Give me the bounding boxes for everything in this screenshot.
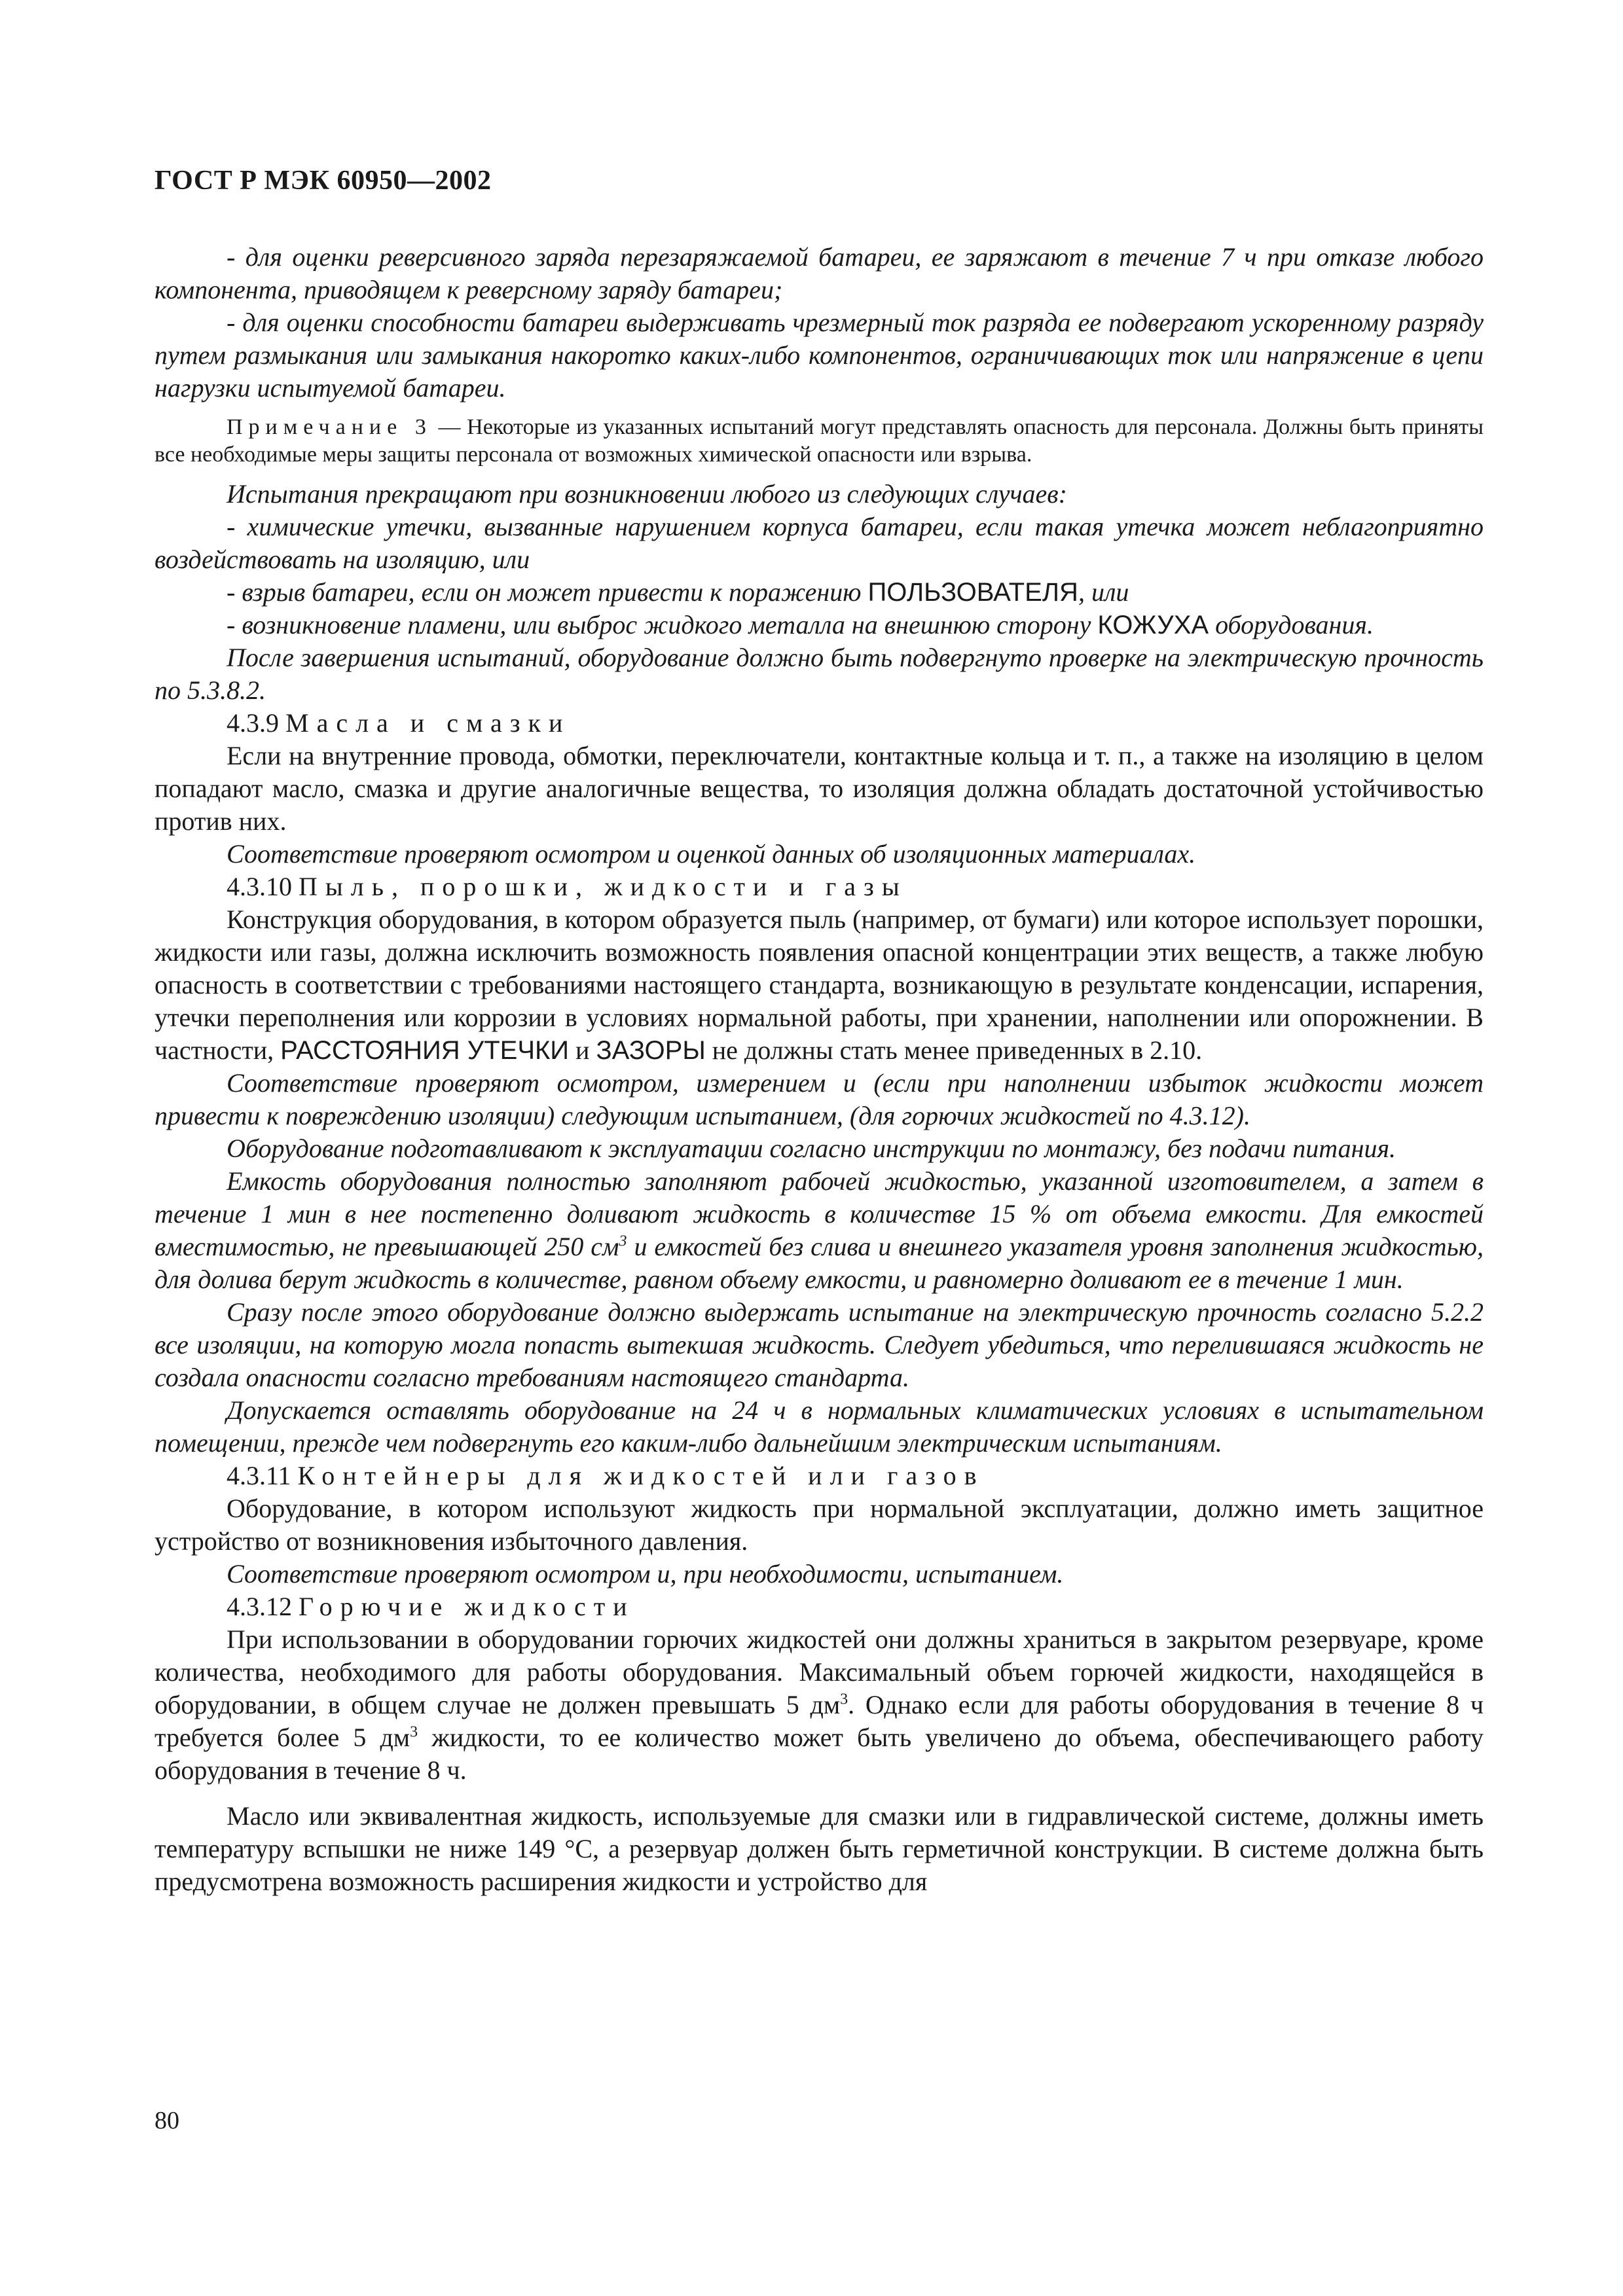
text-fragment: . Однако если для работы оборудования в течение 8 ч требуется более 5 дм bbox=[155, 1690, 1484, 1752]
paragraph-oil-flash-point: Масло или эквивалентная жидкость, используемые для смазки или в гидравлической системе, должны иметь температуру вспышки не ниже 149 °С, а резервуар должен быть герметичной конструкции. В системе должна быть предусмотрена возможность расширения жидкости и устройство для bbox=[155, 1801, 1484, 1896]
section-title: Пыль, порошки, жидкости и газы bbox=[299, 872, 907, 901]
text-fragment: - взрыв батареи, если он может привести к поражению bbox=[227, 577, 868, 607]
section-title: Масла и смазки bbox=[285, 708, 571, 738]
paragraph-after-tests: После завершения испытаний, оборудование должно быть подвергнуто проверке на электрическую прочность по 5.3.8.2. bbox=[155, 643, 1484, 705]
paragraph-containers-check: Соответствие проверяют осмотром и, при необходимости, испытанием. bbox=[227, 1559, 1064, 1588]
term-enclosure: КОЖУХА bbox=[1097, 611, 1209, 639]
paragraph-dust-allow: Допускается оставлять оборудование на 24 ч в нормальных климатических условиях в испытательном помещении, прежде чем подвергнуть его каким-либо дальнейшим электрическим испытаниям. bbox=[155, 1395, 1484, 1458]
text-fragment: и емкостей без слива и внешнего указателя уровня заполнения жидкостью, для долива берут жидкость в количестве, равном объему емкости, и равномерно доливают ее в течение 1 мин. bbox=[155, 1232, 1484, 1294]
paragraph-dust-prep: Оборудование подготавливают к эксплуатации согласно инструкции по монтажу, без подачи питания. bbox=[227, 1134, 1396, 1163]
section-number: 4.3.12 bbox=[227, 1592, 299, 1621]
paragraph-oils-check: Соответствие проверяют осмотром и оценкой данных об изоляционных материалах. bbox=[227, 839, 1196, 869]
term-creepage: РАССТОЯНИЯ УТЕЧКИ bbox=[280, 1036, 570, 1065]
list-item-flame bbox=[155, 609, 1484, 641]
section-heading-4-3-11 bbox=[155, 1460, 1484, 1492]
term-clearances: ЗАЗОРЫ bbox=[596, 1036, 706, 1065]
text-fragment: При использовании в оборудовании горючих жидкостей они должны храниться в закрытом резервуаре, кроме количества, необходимого для работы оборудования. Максимальный объем горючей жидкости, находящейся в оборудовании, в общем случае не должен превышать 5 дм bbox=[155, 1624, 1484, 1719]
document-header: ГОСТ Р МЭК 60950—2002 bbox=[155, 166, 492, 196]
text-fragment: не должны стать менее приведенных в 2.10. bbox=[705, 1035, 1203, 1065]
term-user: ПОЛЬЗОВАТЕЛЯ bbox=[867, 578, 1078, 607]
note-3 bbox=[155, 414, 1484, 469]
superscript: 3 bbox=[840, 1691, 848, 1708]
paragraph-dust-after: Сразу после этого оборудование должно выдержать испытание на электрическую прочность согласно 5.2.2 все изоляции, на которую могла попасть вытекшая жидкость. Следует убедиться, что перелившаяся жидкость не создала опасности согласно требованиям настоящего стандарта. bbox=[155, 1297, 1484, 1392]
text-fragment: оборудования. bbox=[1209, 610, 1374, 639]
document-body bbox=[155, 241, 1484, 1898]
paragraph-dust bbox=[155, 903, 1484, 1067]
section-title: Горючие жидкости bbox=[299, 1592, 635, 1621]
paragraph-dust-fill bbox=[155, 1165, 1484, 1296]
list-item-explosion bbox=[155, 576, 1484, 609]
section-heading-4-3-9 bbox=[155, 707, 1484, 740]
superscript: 3 bbox=[619, 1232, 627, 1250]
paragraph-dust-check: Соответствие проверяют осмотром, измерением и (если при наполнении избыток жидкости может привести к повреждению изоляции) следующим испытанием, (для горючих жидкостей по 4.3.12). bbox=[155, 1068, 1484, 1130]
text-fragment: жидкости, то ее количество может быть увеличено до объема, обеспечивающего работу оборудования в течение 8 ч. bbox=[155, 1723, 1484, 1785]
text-fragment: и bbox=[569, 1035, 596, 1065]
paragraph-oils: Если на внутренние провода, обмотки, переключатели, контактные кольца и т. п., а также на изоляцию в целом попадают масло, смазка и другие аналогичные вещества, то изоляция должна обладать достаточной устойчивостью против них. bbox=[155, 741, 1484, 836]
section-number: 4.3.10 bbox=[227, 872, 299, 901]
text-fragment: , или bbox=[1078, 577, 1129, 607]
list-item-chemical-leak: - химические утечки, вызванные нарушением корпуса батареи, если такая утечка может неблагоприятно воздействовать на изоляцию, или bbox=[155, 512, 1484, 574]
section-heading-4-3-12 bbox=[155, 1590, 1484, 1623]
paragraph-stop-intro: Испытания прекращают при возникновении любого из следующих случаев: bbox=[227, 479, 1067, 509]
text-fragment: - возникновение пламени, или выброс жидкого металла на внешнюю сторону bbox=[227, 610, 1098, 639]
note-text: — Некоторые из указанных испытаний могут представлять опасность для персонала. Должны быть приняты все необходимые меры защиты персонала от возможных химической опасности или взрыва. bbox=[155, 415, 1484, 467]
section-title: Контейнеры для жидкостей или газов bbox=[297, 1461, 985, 1490]
text-fragment: Конструкция оборудования, в котором образуется пыль (например, от бумаги) или которое использует порошки, жидкости или газы, должна исключить возможность появления опасной концентрации этих веществ, а также любую опасность в соответствии с требованиями настоящего стандарта, возникающую в результате конденсации, испарения, утечки переполнения или коррозии в условиях нормальной работы, при хранении, наполнении или опорожнении. В частности, bbox=[155, 905, 1484, 1065]
page-number: 80 bbox=[155, 2107, 179, 2134]
note-label: Примечание 3 bbox=[227, 415, 432, 439]
paragraph-discharge: - для оценки способности батареи выдерживать чрезмерный ток разряда ее подвергают ускоренному разряду путем размыкания или замыкания накоротко каких-либо компонентов, ограничивающих ток или напряжение в цепи нагрузки испытуемой батареи. bbox=[155, 308, 1484, 403]
section-heading-4-3-10 bbox=[155, 870, 1484, 903]
paragraph-reverse-charge: - для оценки реверсивного заряда перезаряжаемой батареи, ее заряжают в течение 7 ч при отказе любого компонента, приводящем к реверсному заряду батареи; bbox=[155, 242, 1484, 304]
section-number: 4.3.9 bbox=[227, 708, 285, 738]
superscript: 3 bbox=[410, 1723, 418, 1741]
paragraph-flammable bbox=[155, 1623, 1484, 1787]
paragraph-containers: Оборудование, в котором используют жидкость при нормальной эксплуатации, должно иметь защитное устройство от возникновения избыточного давления. bbox=[155, 1494, 1484, 1556]
section-number: 4.3.11 bbox=[227, 1461, 298, 1490]
text-fragment: Емкость оборудования полностью заполняют рабочей жидкостью, указанной изготовителем, а затем в течение 1 мин в нее постепенно доливают жидкость в количестве 15 % от объема емкости. Для емкостей вместимостью, не превышающей 250 см bbox=[155, 1166, 1484, 1261]
